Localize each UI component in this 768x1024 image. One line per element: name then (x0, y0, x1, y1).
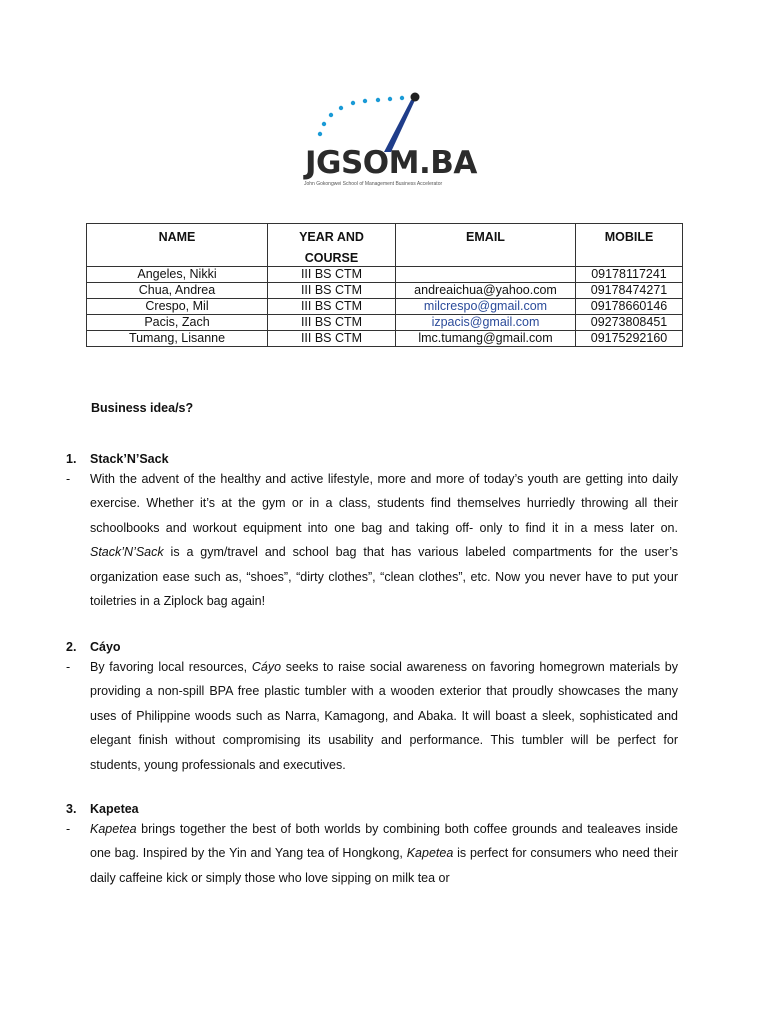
header-name: NAME (87, 224, 268, 267)
logo-tagline: John Gokongwei School of Management Business Accelerator (304, 181, 443, 187)
cell-course: III BS CTM (268, 299, 396, 315)
jgsom-logo (298, 84, 477, 194)
table-row (87, 267, 683, 283)
logo-wordmark: JGSOM.BA (305, 145, 477, 181)
brand-name: Kapetea (406, 846, 454, 861)
table-row (87, 283, 683, 299)
cell-name: Pacis, Zach (87, 315, 268, 331)
cell-course: III BS CTM (268, 283, 396, 299)
idea-description (66, 467, 678, 613)
header-course-line2: COURSE (304, 251, 359, 265)
idea-number: 2. (66, 640, 77, 654)
cell-course: III BS CTM (268, 331, 396, 347)
bullet-dash: - (66, 472, 71, 486)
cell-course: III BS CTM (268, 267, 396, 283)
email-link[interactable]: izpacis@gmail.com (431, 315, 540, 329)
idea-kapetea (66, 801, 678, 890)
desc-part: is perfect for consumers who need their daily caffeine kick or simply those who love sipping on milk tea or (90, 846, 678, 885)
cell-name: Chua, Andrea (87, 283, 268, 299)
cell-mobile: 09273808451 (576, 315, 683, 331)
brand-name: Kapetea (90, 822, 137, 836)
bullet-dash: - (66, 660, 71, 674)
idea-description (66, 655, 678, 777)
bullet-dash: - (66, 822, 71, 836)
table-row (87, 331, 683, 347)
cell-name: Tumang, Lisanne (87, 331, 268, 347)
header-course (268, 224, 396, 267)
desc-part: By favoring local resources, (90, 660, 252, 674)
brand-name: Cáyo (251, 660, 282, 674)
desc-part: seeks to raise social awareness on favoring homegrown materials by providing a non-spill BPA free plastic tumbler with a wooden exterior that proudly showcases the many uses of Philippine woods such as Narra, Kamagong, and Abaka. It will boast a sleek, sophisticated and elegant finish without compromising its usability and performance. This tumbler will be perfect for students, young professionals and executives. (90, 660, 679, 772)
cell-email (396, 299, 576, 315)
header-course-line1: YEAR AND (299, 230, 364, 244)
table-row (87, 315, 683, 331)
idea-title-text: Cáyo (90, 640, 121, 654)
idea-title (66, 639, 678, 655)
table-header-row (87, 224, 683, 267)
idea-cayo (66, 639, 678, 777)
table-row (87, 299, 683, 315)
cell-email: lmc.tumang@gmail.com (396, 331, 576, 347)
header-mobile: MOBILE (576, 224, 683, 267)
desc-part: brings together the best of both worlds by combining both coffee grounds and tealeaves inside one bag. Inspired by the Yin and Yang tea of Hongkong, (90, 822, 678, 861)
cell-email (396, 315, 576, 331)
cell-name: Crespo, Mil (87, 299, 268, 315)
cell-name: Angeles, Nikki (87, 267, 268, 283)
cell-mobile: 09178660146 (576, 299, 683, 315)
brand-name: Stack’N’Sack (90, 545, 164, 560)
desc-part: is a gym/travel and school bag that has various labeled compartments for the user’s organization ease such as, “shoes”, “dirty clothes”, “clean clothes”, etc. Now you never have to put your toiletries in a Ziplock bag again! (90, 545, 678, 609)
cell-mobile: 09178117241 (576, 267, 683, 283)
idea-number: 1. (66, 452, 77, 466)
section-heading: Business idea/s? (91, 401, 194, 415)
cell-course: III BS CTM (268, 315, 396, 331)
idea-stacknsack (66, 451, 678, 613)
cell-mobile: 09178474271 (576, 283, 683, 299)
idea-title-text: Stack’N’Sack (90, 452, 169, 466)
cell-mobile: 09175292160 (576, 331, 683, 347)
team-table (86, 223, 683, 347)
header-email: EMAIL (396, 224, 576, 267)
idea-title-text: Kapetea (90, 802, 139, 816)
idea-title (66, 451, 678, 467)
speedometer-icon (298, 84, 473, 154)
cell-email (396, 267, 576, 283)
idea-number: 3. (66, 802, 77, 816)
desc-part: With the advent of the healthy and active lifestyle, more and more of today’s youth are getting into daily exercise. Whether it’s at the gym or in a class, students find themselves hurriedly throwing all their schoolbooks and workout equipment into one bag and taking off- only to find it in a mess later on. (90, 472, 678, 535)
idea-title (66, 801, 678, 817)
email-link[interactable]: milcrespo@gmail.com (423, 299, 548, 313)
cell-email: andreaichua@yahoo.com (396, 283, 576, 299)
idea-description (66, 817, 678, 890)
